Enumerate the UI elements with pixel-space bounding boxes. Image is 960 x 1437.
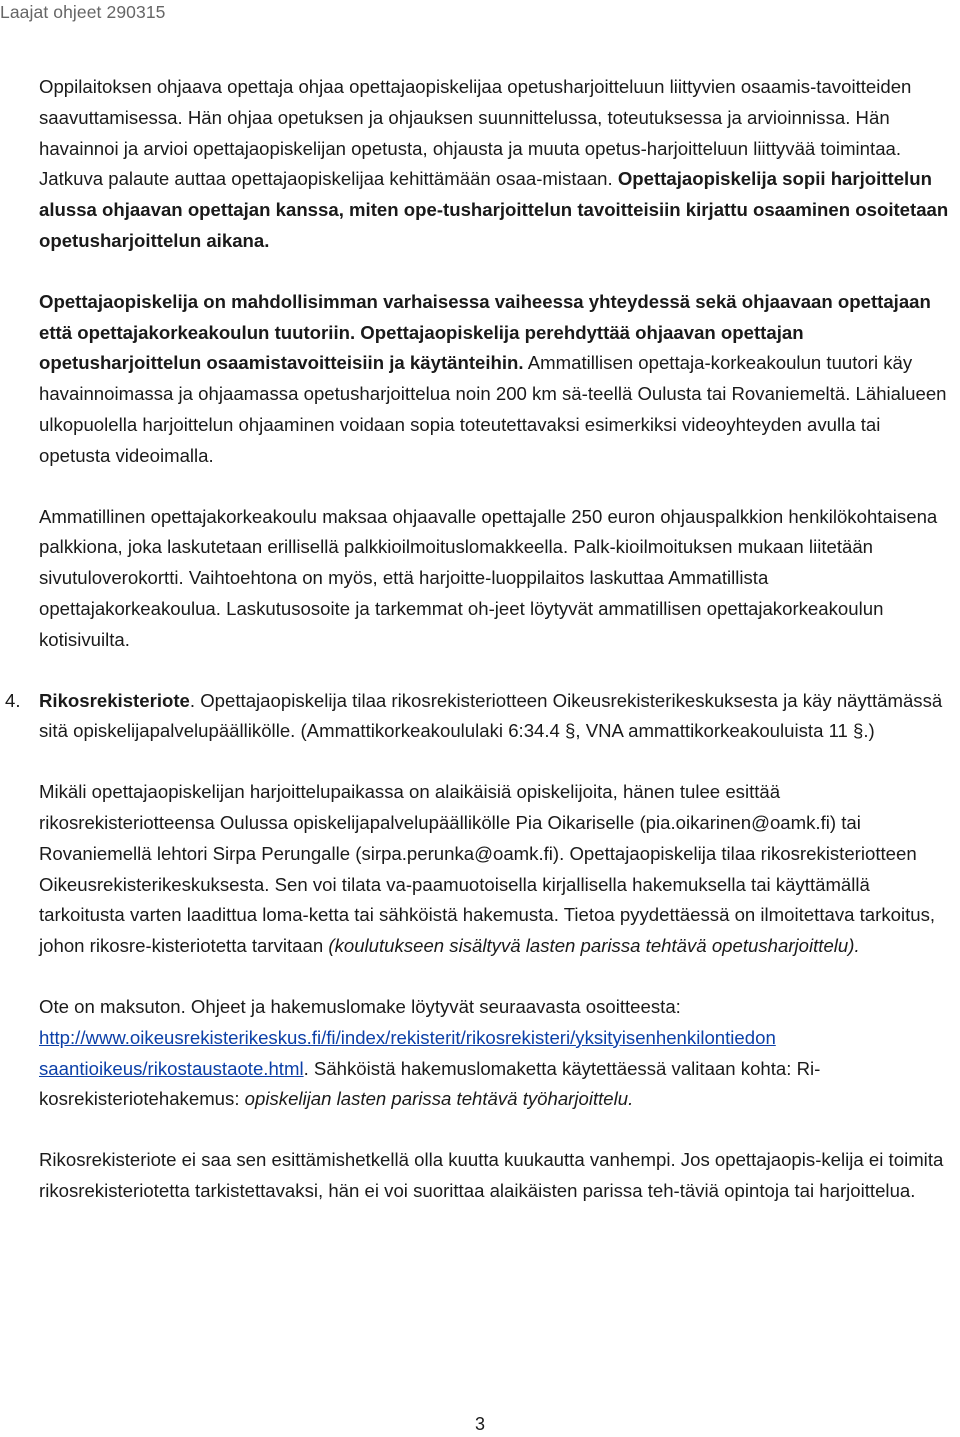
paragraph-tutor-contact bbox=[39, 287, 953, 472]
list-number: 4. bbox=[5, 689, 21, 711]
page-header: Laajat ohjeet 290315 bbox=[0, 2, 166, 22]
list-item-criminal-record bbox=[5, 686, 953, 748]
paragraph-supervising-teacher bbox=[39, 72, 953, 257]
paragraph-validity bbox=[39, 1145, 953, 1207]
paragraph-fee bbox=[39, 502, 953, 656]
paragraph-text: Ammatillisen opettaja-korkeakoulun tuutori käy havainnoimassa ja ohjaamassa opetusharjoittelua noin 200 km sä-teellä Oulusta tai Rovaniemeltä. Lähialueen ulkopuolella harjoittelun ohjaaminen voidaan sopia toteutettavaksi esimerkiksi videoyhteyden avulla tai opetusta videoimalla. bbox=[39, 352, 947, 466]
link-text-line1: http://www.oikeusrekisterikeskus.fi/fi/index/rekisterit/rikosrekisteri/yksityisenhenkilontiedon bbox=[39, 1026, 776, 1048]
paragraph-text: . Sähköistä hakemuslomaketta käytettäessä valitaan kohta: Ri-kosrekisteriotehakemus: bbox=[39, 1057, 821, 1110]
paragraph-minor-students bbox=[39, 777, 953, 962]
paragraph-text: Rikosrekisteriote ei saa sen esittämishetkellä olla kuutta kuukautta vanhempi. Jos opettajaopis-kelija ei toimita rikosrekisteriotetta tarkistettavaksi, hän ei voi suorittaa alaikäisten parissa teh-täviä opintoja tai harjoittelua. bbox=[39, 1149, 944, 1201]
paragraph-text: Ote on maksuton. Ohjeet ja hakemuslomake löytyvät seuraavasta osoitteesta: bbox=[39, 995, 681, 1017]
document-body bbox=[5, 72, 953, 1207]
paragraph-bold-text: Opettajaopiskelija sopii harjoittelun alussa ohjaavan opettajan kanssa, miten ope-tusharjoittelun tavoitteisiin kirjattu osaaminen osoitetaan opetusharjoittelun aikana. bbox=[39, 168, 949, 251]
paragraph-bold-text: Opettajaopiskelija on mahdollisimman varhaisessa vaiheessa yhteydessä sekä ohjaavaan opettajaan että opettajakorkeakoulun tuutoriin. Opettajaopiskelija perehdyttää ohjaavan opettajan opetusharjoittelun osaamistavoitteisiin ja käytänteihin. bbox=[39, 290, 931, 374]
paragraph-italic-text: (koulutukseen sisältyvä lasten parissa tehtävä opetusharjoittelu). bbox=[328, 935, 860, 957]
paragraph-text: Oppilaitoksen ohjaava opettaja ohjaa opettajaopiskelijaa opetusharjoitteluun liittyvien osaamis-tavoitteiden saavuttamisessa. Hän ohjaa opetuksen ja ohjauksen suunnittelussa, toteutuksessa ja arvioinnissa. Hän havainnoi ja arvioi opettajaopiskelijan opetusta, ohjausta ja muuta opetus-harjoitteluun liittyvää toimintaa. Jatkuva palaute auttaa opettajaopiskelijaa kehittämään osaa-mistaan. bbox=[39, 76, 912, 190]
page-number: 3 bbox=[474, 1414, 485, 1434]
paragraph-application bbox=[39, 992, 953, 1115]
list-item-title: Rikosrekisteriote bbox=[39, 689, 190, 711]
paragraph-text: Ammatillinen opettajakorkeakoulu maksaa ohjaavalle opettajalle 250 euron ohjauspalkkion henkilökohtaisena palkkiona, joka laskutetaan erillisellä palkkioilmoituslomakkeella. Palk-kioilmoituksen mukaan liitetään sivutuloverokortti. Vaihtoehtona on myös, että harjoitte-luoppilaitos laskuttaa Ammatillista opettajakorkeakoulua. Laskutusosoite ja tarkemmat oh-jeet löytyvät ammatillisen opettajakorkeakoulun kotisivuilta. bbox=[39, 505, 938, 650]
paragraph-text: Mikäli opettajaopiskelijan harjoittelupaikassa on alaikäisiä opiskelijoita, hänen tulee esittää rikosrekisteriotteensa Oulussa opiskelijapalvelupäällikölle Pia Oikariselle (pia.oikarinen@oamk.fi) tai Rovaniemellä lehtori Sirpa Perungalle (sirpa.perunka@oamk.fi). Opettajaopiskelija tilaa rikosrekisteriotteen Oikeusrekisterikeskuksesta. Sen voi tilata va-paamuotoisella kirjallisella hakemuksella tai käyttämällä tarkoitusta varten laadittua loma-ketta tai sähköistä hakemusta. Tietoa pyydettäessä on ilmoitettava tarkoitus, johon rikosre-kisteriotetta tarvitaan bbox=[39, 781, 936, 957]
paragraph-italic-text: opiskelijan lasten parissa tehtävä työharjoittelu. bbox=[244, 1088, 634, 1110]
paragraph-text: . Opettajaopiskelija tilaa rikosrekisteriotteen Oikeusrekisterikeskuksesta ja käy näyttämässä sitä opiskelijapalvelupäällikölle. (Ammattikorkeakoululaki 6:34.4 §, VNA ammattikorkeakouluista 11 §.) bbox=[39, 689, 943, 742]
link-text-line2: saantioikeus/rikostaustaote.html bbox=[39, 1057, 304, 1079]
